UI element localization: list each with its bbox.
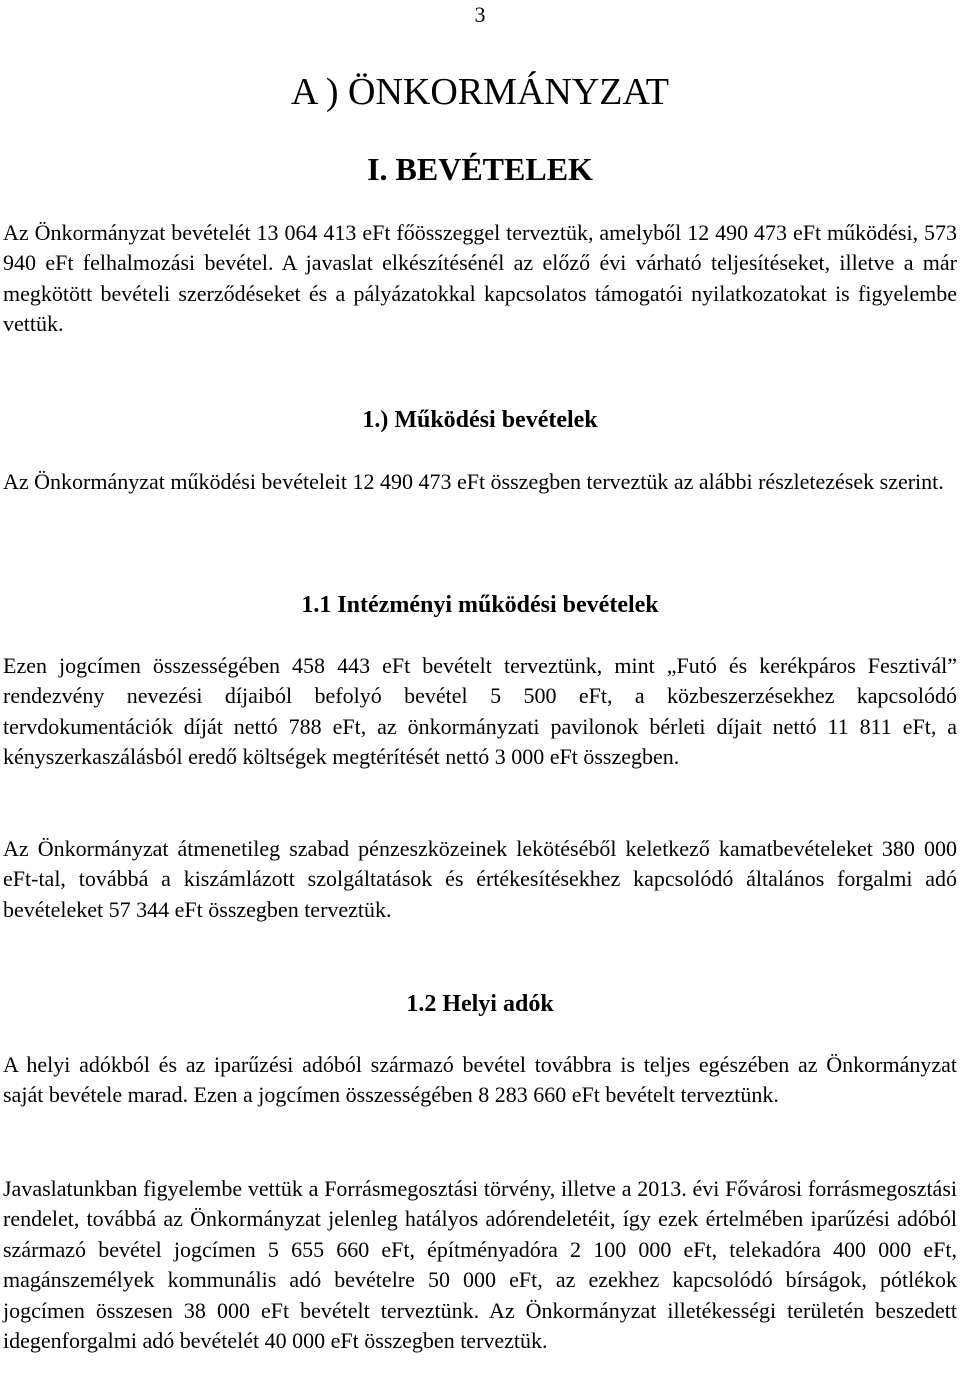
intro-paragraph: Az Önkormányzat bevételét 13 064 413 eFt főösszeggel terveztük, amelyből 12 490 473 eFt működési, 573 940 eFt felhalmozási bevétel. A javaslat elkészítésénél az előző évi várható teljesítéseket, illetve a már megkötött bevételi szerződéseket és a pályázatokkal kapcsolatos támogatói nyilatkozatokat is figyelembe vettük. (3, 220, 957, 337)
section-heading: I. BEVÉTELEK (367, 151, 593, 187)
subsection-heading-local-taxes: 1.2 Helyi adók (406, 991, 554, 1017)
interest-revenues-paragraph: Az Önkormányzat átmenetileg szabad pénzeszközeinek lekötéséből keletkező kamatbevételeket 380 000 eFt-tal, továbbá a kiszámlázott szolgáltatások és értékesítésekhez kapcsolódó általános forgalmi adó bevételeket 57 344 eFt összegben terveztük. (3, 836, 957, 922)
operating-revenues-paragraph: Az Önkormányzat működési bevételeit 12 490 473 eFt összegben terveztük az alábbi részletezések szerint. (3, 469, 944, 494)
subsection-heading-institutional-revenues: 1.1 Intézményi működési bevételek (301, 592, 659, 618)
document-title: A ) ÖNKORMÁNYZAT (291, 71, 669, 113)
local-taxes-paragraph: A helyi adókból és az iparűzési adóból származó bevétel továbbra is teljes egészében az Önkormányzat saját bevétele marad. Ezen a jogcímen összességében 8 283 660 eFt bevételt terveztünk. (3, 1052, 957, 1108)
tax-details-paragraph: Javaslatunkban figyelembe vettük a Forrásmegosztási törvény, illetve a 2013. évi Fővárosi forrásmegosztási rendelet, továbbá az Önkormányzat jelenleg hatályos adórendeletéit, így ezek értelmében iparűzési adóból származó bevétel jogcímen 5 655 660 eFt, építményadóra 2 100 000 eFt, telekadóra 400 000 eFt, magánszemélyek kommunális adó bevételre 50 000 eFt, az ezekhez kapcsolódó bírságok, pótlékok jogcímen összesen 38 000 eFt bevételt terveztünk. Az Önkormányzat illetékességi területén beszedett idegenforgalmi adó bevételét 40 000 eFt összegben terveztük. (3, 1176, 957, 1354)
page-number: 3 (474, 2, 486, 27)
institutional-revenues-paragraph: Ezen jogcímen összességében 458 443 eFt bevételt terveztünk, mint „Futó és kerékpáros Fesztivál” rendezvény nevezési díjaiból befolyó bevétel 5 500 eFt, a közbeszerzésekhez kapcsolódó tervdokumentációk díját nettó 788 eFt, az önkormányzati pavilonok bérleti díjait nettó 11 811 eFt, a kényszerkaszálásból eredő költségek megtérítését nettó 3 000 eFt összegben. (3, 653, 957, 770)
subsection-heading-operating-revenues: 1.) Működési bevételek (362, 407, 598, 433)
